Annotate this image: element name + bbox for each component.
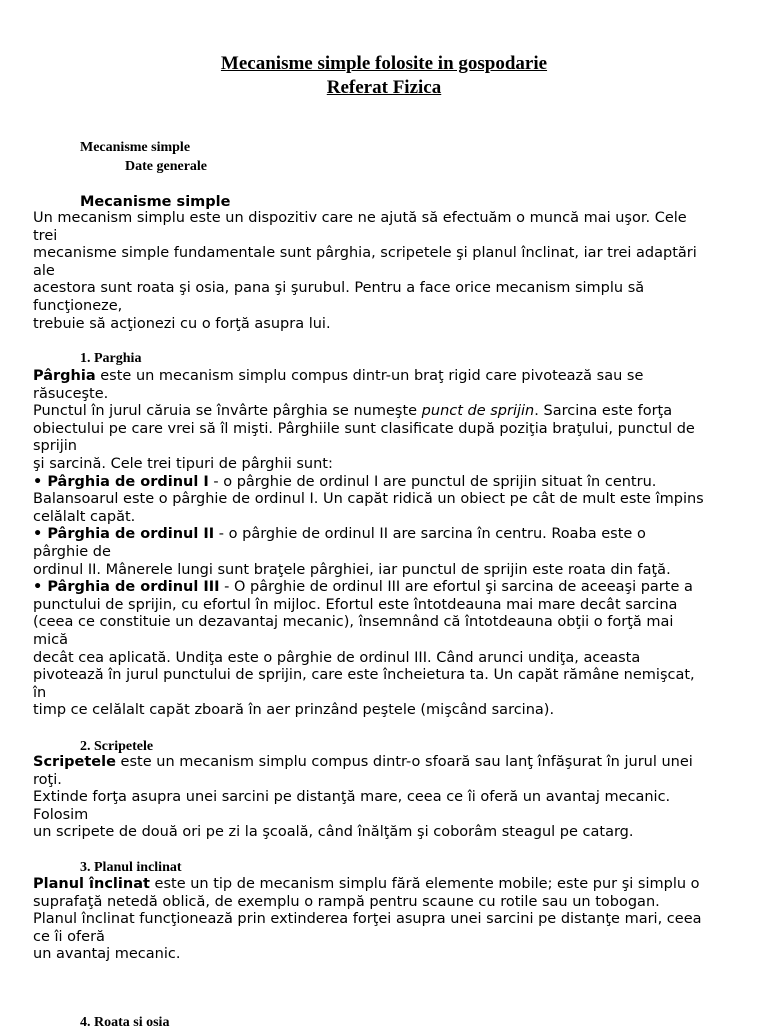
lever-type3-line: decât cea aplicată. Undiţa este o pârghie de ordinul III. Când arunci undiţa, aceasta <box>33 649 641 666</box>
section1-line3-after: . Sarcina este forţa <box>534 403 673 420</box>
intro-line: trei <box>33 227 58 244</box>
section1-line: răsuceşte. <box>33 385 109 402</box>
section1-heading: 1. Parghia <box>80 351 142 366</box>
section4-heading: 4. Roata si osia <box>80 1015 170 1030</box>
lever-type2-term: • Pârghia de ordinul II <box>33 526 215 543</box>
section3-line: ce îi oferă <box>33 928 105 945</box>
lever-type3-rest: - O pârghie de ordinul III are efortul şi sarcina de aceeaşi parte a <box>219 579 693 596</box>
section1-paragraph <box>33 368 768 720</box>
document-title: Mecanisme simple folosite in gospodarie <box>220 53 548 74</box>
lever-type3-line: timp ce celălalt capăt zboară în aer prinzând peştele (mişcând sarcina). <box>33 702 555 719</box>
outline-heading: Mecanisme simple <box>80 140 191 155</box>
section2-term: Scripetele <box>33 754 116 770</box>
lever-type1-line: celălalt capăt. <box>33 508 136 525</box>
intro-line: funcţioneze, <box>33 297 123 314</box>
lever-type2-line: pârghie de <box>33 543 111 560</box>
section3-line: un avantaj mecanic. <box>33 946 181 963</box>
intro-line: trebuie să acţionezi cu o forţă asupra lui. <box>33 315 331 332</box>
section1-line <box>33 403 768 421</box>
section2-line <box>33 754 768 772</box>
outline-subheading: Date generale <box>125 159 208 174</box>
lever-type3-line: (ceea ce constituie un dezavantaj mecanic), însemnând că întotdeauna obţii o forţă mai <box>33 614 674 631</box>
lever-type1-term: • Pârghia de ordinul I <box>33 473 209 490</box>
intro-line: acestora sunt roata şi osia, pana şi şurubul. Pentru a face orice mecanism simplu să <box>33 280 645 297</box>
lever-type3-line: în <box>33 684 47 701</box>
lever-type1-line: Balansoarul este o pârghie de ordinul I. Un capăt ridică un obiect pe cât de mult este împins <box>33 491 704 508</box>
section1-line <box>33 368 768 386</box>
section2-paragraph <box>33 754 768 842</box>
title-block <box>0 52 768 100</box>
section2-line: un scripete de două ori pe zi la şcoală, când înălţăm şi coborâm steagul pe catarg. <box>33 824 634 841</box>
lever-type3-line: punctului de sprijin, cu efortul în mijloc. Efortul este întotdeauna mai mare decât sarcina <box>33 596 678 613</box>
lever-type3-term: • Pârghia de ordinul III <box>33 579 220 596</box>
section2-line1-rest: este un mecanism simplu compus dintr-o sfoară sau lanţ înfăşurat în jurul unei <box>115 754 693 770</box>
intro-line: Un mecanism simplu este un dispozitiv care ne ajută să efectuăm o muncă mai uşor. Cele <box>33 210 687 226</box>
section2-heading: 2. Scripetele <box>80 739 154 754</box>
section1-line: şi sarcină. Cele trei tipuri de pârghii sunt: <box>33 455 333 472</box>
lever-type3-line: pivotează în jurul punctului de sprijin, care este încheietura ta. Un capăt rămâne nemişcat, <box>33 667 695 684</box>
section3-line: Planul înclinat funcţionează prin extinderea forţei asupra unei sarcini pe distanţe mari, ceea <box>33 911 702 928</box>
intro-heading: Mecanisme simple <box>80 194 231 210</box>
section1-line: obiectului pe care vrei să îl mişti. Pârghiile sunt clasificate după poziţia braţului, punctul de <box>33 420 695 437</box>
section1-line1-rest: este un mecanism simplu compus dintr-un braţ rigid care pivotează sau se <box>95 368 644 384</box>
lever-type1-line <box>33 474 768 492</box>
lever-type1-rest: - o pârghie de ordinul I are punctul de sprijin situat în centru. <box>208 473 657 490</box>
section3-line <box>33 876 768 894</box>
section1-line3-before: Punctul în jurul căruia se învârte pârghia se numeşte <box>33 403 422 420</box>
section3-line: suprafaţă netedă oblică, de exemplu o rampă pentru scaune cu rotile sau un tobogan. <box>33 893 660 910</box>
section2-line: Folosim <box>33 806 89 823</box>
section2-line: Extinde forţa asupra unei sarcini pe distanţă mare, ceea ce îi oferă un avantaj mecanic. <box>33 789 671 806</box>
lever-type3-line <box>33 579 768 597</box>
intro-paragraph <box>33 210 768 333</box>
section3-heading: 3. Planul inclinat <box>80 860 182 875</box>
lever-type2-rest: - o pârghie de ordinul II are sarcina în centru. Roaba este o <box>214 526 646 543</box>
lever-type2-line: ordinul II. Mânerele lungi sunt braţele pârghiei, iar punctul de sprijin este roata din faţă. <box>33 561 671 578</box>
section1-term: Pârghia <box>33 368 96 384</box>
section1-line3-italic: punct de sprijin <box>421 403 535 420</box>
section3-paragraph <box>33 876 768 964</box>
lever-type3-line: mică <box>33 631 69 648</box>
section3-line1-rest: este un tip de mecanism simplu fără elemente mobile; este pur şi simplu o <box>149 876 700 892</box>
intro-line: mecanisme simple fundamentale sunt pârghia, scripetele şi planul înclinat, iar trei adaptări <box>33 245 697 262</box>
section3-term: Planul înclinat <box>33 876 150 892</box>
lever-type2-line <box>33 526 768 544</box>
document-subtitle: Referat Fizica <box>326 77 442 98</box>
section1-line: sprijin <box>33 438 77 455</box>
intro-line: ale <box>33 262 55 279</box>
section2-line: roţi. <box>33 771 62 788</box>
